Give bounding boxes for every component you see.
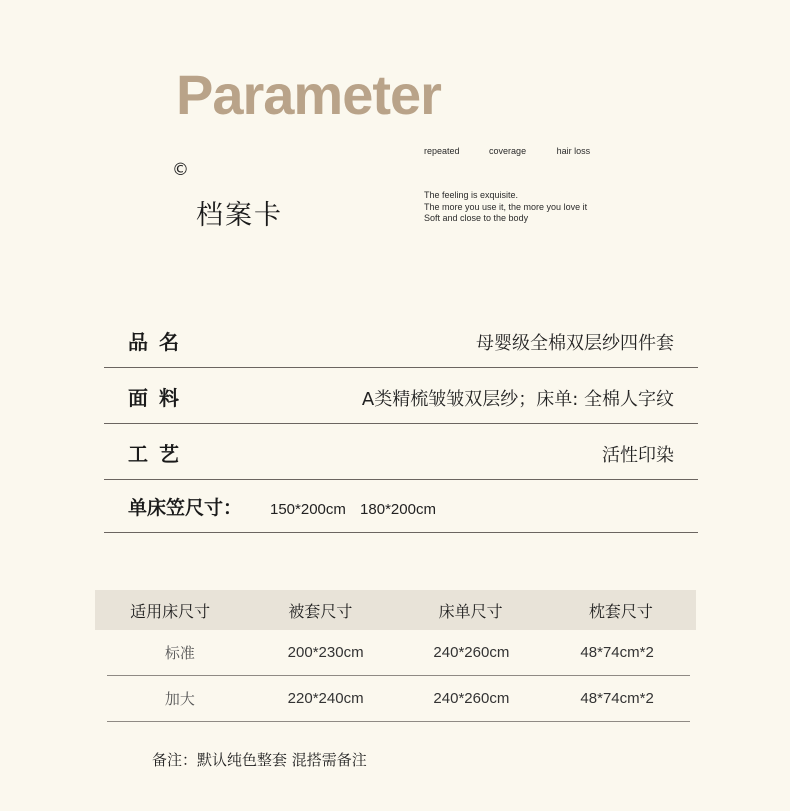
tag-coverage: coverage (489, 146, 527, 156)
table-cell: 加大 (164, 690, 195, 708)
spec-row-process (104, 423, 698, 480)
table-cell: 48*74cm*2 (580, 644, 654, 661)
tag-list (424, 146, 590, 156)
spec-value: 活性印染 (602, 445, 674, 466)
product-blurb (424, 190, 587, 225)
column-header: 适用床尺寸 (130, 601, 211, 621)
spec-row-fitted-sheet-size (104, 476, 698, 533)
blurb-line: Soft and close to the body (424, 213, 529, 223)
spec-label: 单床笠尺寸： (128, 497, 243, 519)
spec-value: 母婴级全棉双层纱四件套 (476, 333, 674, 354)
spec-value: A类精梳皱皱双层纱；床单: 全棉人字纹 (361, 389, 674, 410)
column-header: 床单尺寸 (438, 601, 503, 621)
table-cell: 240*260cm (433, 690, 510, 707)
table-cell: 200*230cm (287, 644, 364, 661)
spec-label: 面 料 (128, 386, 181, 410)
tag-hair-loss: hair loss (556, 146, 591, 156)
table-cell: 48*74cm*2 (580, 690, 654, 707)
card-title: 档案卡 (196, 200, 283, 231)
spec-label: 品 名 (128, 330, 181, 354)
column-header: 枕套尺寸 (588, 601, 653, 621)
table-row (107, 676, 690, 722)
footnote: 备注：默认纯色整套 混搭需备注 (152, 751, 367, 769)
table-cell: 标准 (164, 644, 195, 662)
spec-label: 工 艺 (128, 442, 181, 466)
spec-row-fabric (104, 367, 698, 424)
table-cell: 220*240cm (287, 690, 364, 707)
table-cell: 240*260cm (433, 644, 510, 661)
blurb-line: The feeling is exquisite. (424, 190, 519, 200)
column-header: 被套尺寸 (288, 601, 353, 621)
table-row (107, 630, 690, 676)
spec-row-product-name (104, 311, 698, 368)
tag-repeated: repeated (424, 146, 460, 156)
blurb-line: The more you use it, the more you love it (424, 201, 588, 212)
page-title: Parameter (176, 63, 441, 126)
table-header (95, 590, 696, 630)
spec-value: 150*200cm 180*200cm (270, 501, 436, 518)
size-table (95, 590, 696, 722)
copyright-icon: © (172, 160, 189, 180)
